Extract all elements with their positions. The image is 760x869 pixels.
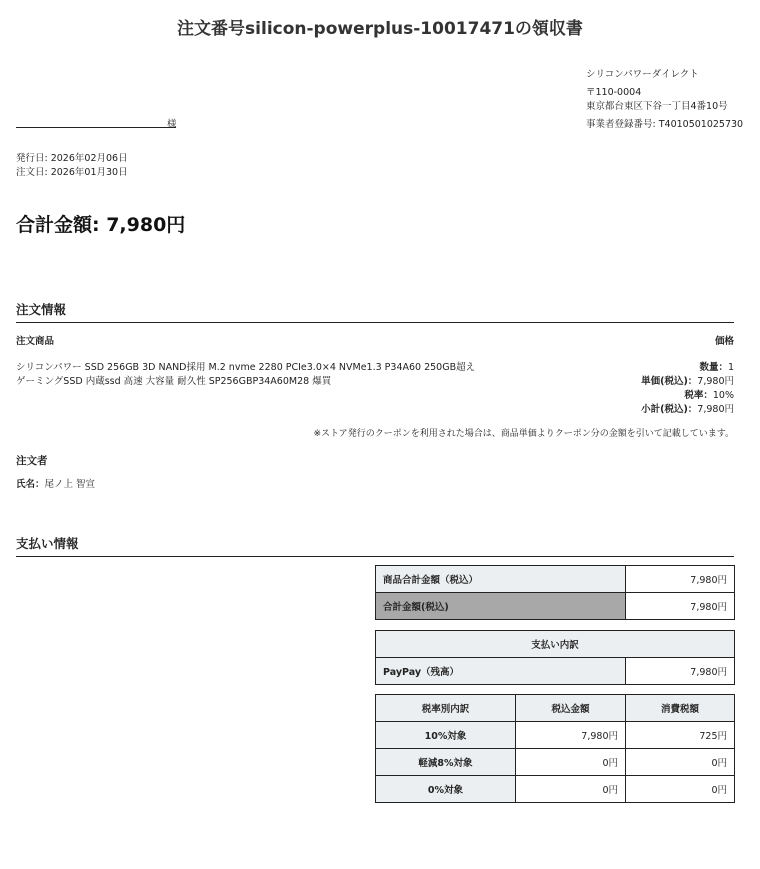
unit-price-label: 単価(税込)：	[641, 376, 698, 387]
issue-date: 発行日: 2026年02月06日	[16, 153, 128, 164]
order-date: 注文日: 2026年01月30日	[16, 167, 128, 178]
recipient-suffix: 様	[167, 119, 177, 130]
subtotal-value: 7,980円	[697, 404, 734, 415]
subtotal-label: 小計(税込)：	[641, 404, 698, 415]
product-column-header: 注文商品	[16, 336, 55, 347]
tax-rate-row	[684, 387, 734, 401]
table-row	[376, 776, 735, 803]
store-name: シリコンパワーダイレクト	[586, 69, 699, 80]
orderer-name-row	[16, 476, 95, 490]
order-info-heading: 注文情報	[16, 300, 734, 323]
product-name-line2: ゲーミングSSD 内蔵ssd 高速 大容量 耐久性 SP256GBP34A60M28 爆買	[16, 376, 332, 387]
breakdown-heading: 支払い内訳	[376, 631, 735, 658]
coupon-note: ※ストア発行のクーポンを利用された場合は、商品単価よりクーポン分の金額を引いて記載しています。	[313, 429, 734, 439]
table-row	[376, 695, 735, 722]
tax-value-cell: 0円	[626, 749, 735, 776]
payment-breakdown-table	[375, 630, 735, 685]
tax-header: 税率別内訳	[376, 695, 516, 722]
store-address: 東京都台東区下谷一丁目4番10号	[586, 101, 728, 112]
quantity-label: 数量：	[699, 362, 728, 373]
tax-value-cell: 0円	[626, 776, 735, 803]
tax-rate-cell: 軽減8%対象	[376, 749, 516, 776]
total-amount: 合計金額: 7,980円	[16, 214, 186, 236]
quantity-row	[699, 359, 734, 373]
store-registration: 事業者登録番号: T4010501025730	[586, 119, 744, 130]
store-postal: 〒110-0004	[586, 87, 642, 98]
breakdown-label: PayPay（残高）	[376, 658, 626, 685]
orderer-name-value: 尾ノ上 智宣	[44, 479, 96, 490]
tax-value-cell: 725円	[626, 722, 735, 749]
tax-rate-cell: 10%対象	[376, 722, 516, 749]
tax-header: 消費税額	[626, 695, 735, 722]
payment-heading: 支払い情報	[16, 534, 734, 557]
unit-price-row	[641, 373, 734, 387]
tax-breakdown-table	[375, 694, 735, 803]
price-column-header: 価格	[714, 336, 734, 347]
orderer-name-label: 氏名：	[16, 479, 45, 490]
recipient-line	[16, 127, 176, 128]
table-row	[376, 593, 735, 620]
receipt-title: 注文番号silicon-powerplus-10017471の領収書	[177, 19, 583, 39]
unit-price-value: 7,980円	[697, 376, 734, 387]
summary-value: 7,980円	[626, 593, 735, 620]
summary-value: 7,980円	[626, 566, 735, 593]
summary-label: 商品合計金額（税込）	[376, 566, 626, 593]
tax-amount-cell: 0円	[516, 776, 626, 803]
breakdown-value: 7,980円	[626, 658, 735, 685]
tax-rate-label: 税率：	[684, 390, 713, 401]
table-row	[376, 631, 735, 658]
table-row	[376, 566, 735, 593]
tax-amount-cell: 7,980円	[516, 722, 626, 749]
tax-amount-cell: 0円	[516, 749, 626, 776]
table-row	[376, 749, 735, 776]
table-row	[376, 722, 735, 749]
tax-rate-value: 10%	[712, 390, 734, 401]
payment-summary-table	[375, 565, 735, 620]
orderer-heading: 注文者	[16, 455, 48, 467]
subtotal-row	[641, 401, 734, 415]
product-name-line1: シリコンパワー SSD 256GB 3D NAND採用 M.2 nvme 2280 PCIe3.0×4 NVMe1.3 P34A60 250GB超え	[16, 362, 476, 373]
quantity-value: 1	[727, 362, 734, 373]
tax-header: 税込金額	[516, 695, 626, 722]
tax-rate-cell: 0%対象	[376, 776, 516, 803]
table-row	[376, 658, 735, 685]
summary-label: 合計金額(税込)	[376, 593, 626, 620]
